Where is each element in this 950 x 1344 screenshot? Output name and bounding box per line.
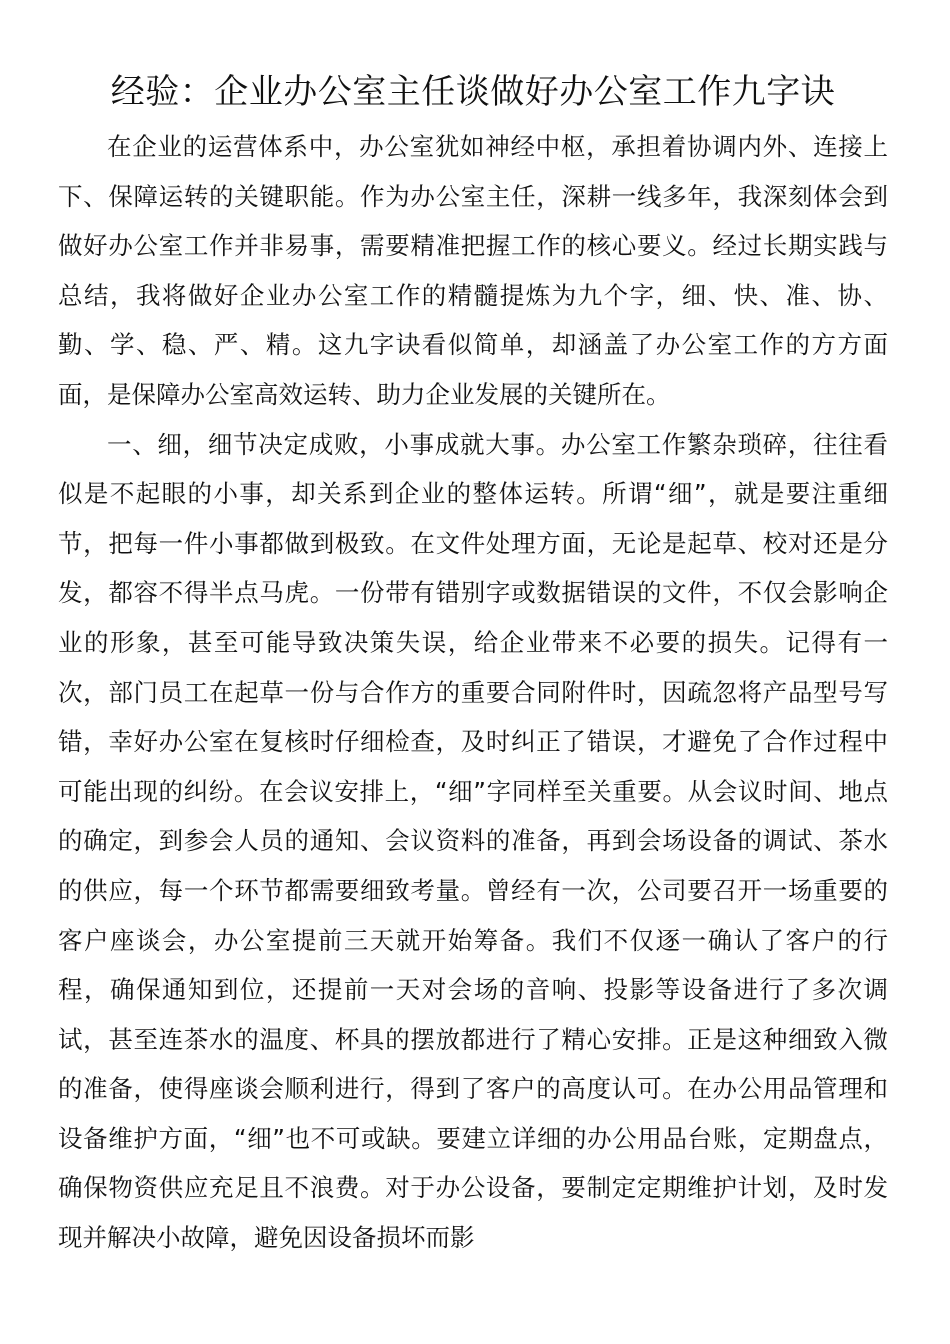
section-one-paragraph: 一、细，细节决定成败，小事成就大事。办公室工作繁杂琐碎，往往看似是不起眼的小事，却关系到企业的整体运转。所谓“细”，就是要注重细节，把每一件小事都做到极致。在文件处理方面，无论是起草、校对还是分发，都容不得半点马虎。一份带有错别字或数据错误的文件，不仅会影响企业的形象，甚至可能导致决策失误，给企业带来不必要的损失。记得有一次，部门员工在起草一份与合作方的重要合同附件时，因疏忽将产品型号写错，幸好办公室在复核时仔细检查，及时纠正了错误，才避免了合作过程中可能出现的纠纷。在会议安排上，“细”字同样至关重要。从会议时间、地点的确定，到参会人员的通知、会议资料的准备，再到会场设备的调试、茶水的供应，每一个环节都需要细致考量。曾经有一次，公司要召开一场重要的客户座谈会，办公室提前三天就开始筹备。我们不仅逐一确认了客户的行程，确保通知到位，还提前一天对会场的音响、投影等设备进行了多次调试，甚至连茶水的温度、杯具的摆放都进行了精心安排。正是这种细致入微的准备，使得座谈会顺利进行，得到了客户的高度认可。在办公用品管理和设备维护方面，“细”也不可或缺。要建立详细的办公用品台账，定期盘点，确保物资供应充足且不浪费。对于办公设备，要制定定期维护计划，及时发现并解决小故障，避免因设备损坏而影 (58, 429, 888, 1253)
document-title: 经验：企业办公室主任谈做好办公室工作九字诀 (110, 72, 836, 112)
document-page (58, 66, 888, 1263)
intro-paragraph: 在企业的运营体系中，办公室犹如神经中枢，承担着协调内外、连接上下、保障运转的关键职能。作为办公室主任，深耕一线多年，我深刻体会到做好办公室工作并非易事，需要精准把握工作的核心要义。经过长期实践与总结，我将做好企业办公室工作的精髓提炼为九个字，细、快、准、协、勤、学、稳、严、精。这九字诀看似简单，却涵盖了办公室工作的方方面面，是保障办公室高效运转、助力企业发展的关键所在。 (58, 132, 888, 409)
